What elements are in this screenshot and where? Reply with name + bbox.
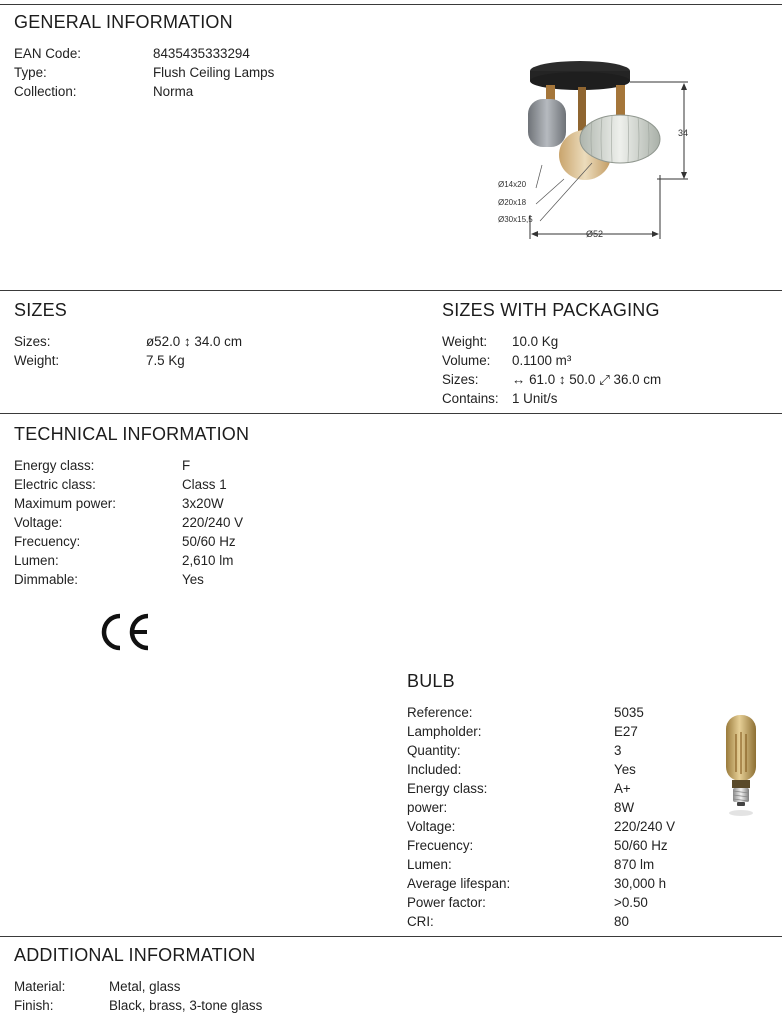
field-value: 8435435333294 [153, 46, 250, 61]
arrow-head [681, 83, 687, 90]
table-row [407, 741, 707, 760]
table-row [407, 855, 707, 874]
table-row [407, 893, 707, 912]
field-label: Weight: [442, 334, 488, 349]
field-label: Contains: [442, 391, 499, 406]
field-label: Average lifespan: [407, 876, 511, 891]
field-label: Sizes: [14, 334, 51, 349]
table-row [442, 389, 762, 408]
arrow-head [681, 172, 687, 179]
table-row [14, 44, 314, 63]
field-value: 220/240 V [614, 819, 676, 834]
width-label: Ø52 [586, 229, 604, 239]
field-value: 8W [614, 800, 635, 815]
bulb-neck [732, 780, 750, 788]
field-label: EAN Code: [14, 46, 81, 61]
divider-top [0, 4, 782, 5]
table-row [14, 475, 334, 494]
table-row [14, 63, 314, 82]
field-label: CRI: [407, 914, 434, 929]
field-value: Black, brass, 3-tone glass [109, 998, 263, 1013]
field-value: Flush Ceiling Lamps [153, 65, 275, 80]
field-value: 30,000 h [614, 876, 667, 891]
technical-table [14, 456, 334, 589]
field-label: Sizes: [442, 372, 479, 387]
table-row [14, 570, 334, 589]
field-value: >0.50 [614, 895, 648, 910]
brass-rod [578, 87, 586, 131]
table-row [14, 551, 334, 570]
field-value: Yes [182, 572, 204, 587]
height-label: 34 [678, 128, 689, 138]
divider-technical [0, 413, 782, 414]
field-value: ø52.0 ↕ 34.0 cm [146, 334, 243, 349]
field-label: Collection: [14, 84, 77, 99]
field-value: 1 Unit/s [512, 391, 558, 406]
field-label: Electric class: [14, 477, 96, 492]
field-label: Weight: [14, 353, 60, 368]
field-value: 7.5 Kg [146, 353, 185, 368]
arrow-head [652, 231, 659, 237]
field-label: Quantity: [407, 743, 461, 758]
field-value: 220/240 V [182, 515, 244, 530]
field-label: Frecuency: [14, 534, 81, 549]
packaging-title: SIZES WITH PACKAGING [442, 300, 660, 320]
table-row [407, 874, 707, 893]
smoke-glass-shade [528, 99, 566, 147]
table-row [14, 494, 334, 513]
field-label: Type: [14, 65, 47, 80]
bulb-title: BULB [407, 671, 455, 691]
table-row [14, 351, 314, 370]
additional-table [14, 977, 414, 1015]
general-title: GENERAL INFORMATION [14, 12, 233, 32]
field-label: Material: [14, 979, 66, 994]
divider-sizes [0, 290, 782, 291]
field-label: Included: [407, 762, 462, 777]
field-label: Voltage: [14, 515, 63, 530]
field-value: 5035 [614, 705, 644, 720]
table-row [14, 532, 334, 551]
bulb-table [407, 703, 707, 931]
table-row [14, 513, 334, 532]
arrow-head [531, 231, 538, 237]
table-row [407, 912, 707, 931]
field-value: 2,610 lm [182, 553, 234, 568]
table-row [407, 703, 707, 722]
bulb-image [718, 712, 764, 820]
additional-title: ADDITIONAL INFORMATION [14, 945, 256, 965]
table-row [407, 836, 707, 855]
field-label: Frecuency: [407, 838, 474, 853]
field-label: Voltage: [407, 819, 456, 834]
field-label: Lumen: [407, 857, 452, 872]
sizes-table [14, 332, 314, 370]
bulb-reflection [729, 810, 753, 816]
field-label: Dimmable: [14, 572, 78, 587]
field-value: 50/60 Hz [182, 534, 236, 549]
field-value: 3x20W [182, 496, 224, 511]
field-label: Lampholder: [407, 724, 482, 739]
field-value: 50/60 Hz [614, 838, 668, 853]
table-row [407, 817, 707, 836]
packaging-table [442, 332, 762, 408]
field-label: Finish: [14, 998, 54, 1013]
table-row [407, 798, 707, 817]
table-row [14, 977, 414, 996]
field-label: power: [407, 800, 448, 815]
sizes-title: SIZES [14, 300, 68, 320]
field-label: Power factor: [407, 895, 486, 910]
table-row [407, 779, 707, 798]
ce-mark-icon [96, 610, 154, 654]
field-label: Energy class: [407, 781, 488, 796]
field-value: ↔ 61.0 ↕ 50.0 ⤢ 36.0 cm [512, 372, 662, 387]
table-row [442, 370, 762, 389]
table-row [442, 332, 762, 351]
field-value: 80 [614, 914, 629, 929]
field-value: A+ [614, 781, 631, 796]
field-value: Yes [614, 762, 636, 777]
table-row [14, 332, 314, 351]
general-table [14, 44, 314, 101]
field-label: Lumen: [14, 553, 59, 568]
field-label: Maximum power: [14, 496, 116, 511]
table-row [14, 996, 414, 1015]
field-value: 10.0 Kg [512, 334, 559, 349]
product-dimension-drawing [492, 55, 692, 245]
field-label: Energy class: [14, 458, 95, 473]
shade-label: Ø30x15,5 [498, 215, 533, 224]
field-value: 870 lm [614, 857, 655, 872]
brass-rod [546, 85, 555, 101]
field-label: Volume: [442, 353, 491, 368]
table-row [407, 722, 707, 741]
table-row [14, 82, 314, 101]
table-row [442, 351, 762, 370]
field-value: E27 [614, 724, 638, 739]
shade-label: Ø14x20 [498, 180, 527, 189]
field-value: Norma [153, 84, 194, 99]
bulb-contact [737, 802, 745, 806]
technical-title: TECHNICAL INFORMATION [14, 424, 250, 444]
divider-additional [0, 936, 782, 937]
field-value: 3 [614, 743, 622, 758]
table-row [14, 456, 334, 475]
table-row [407, 760, 707, 779]
field-value: 0.1100 m³ [512, 353, 572, 368]
field-value: F [182, 458, 191, 473]
field-label: Reference: [407, 705, 473, 720]
shade-label: Ø20x18 [498, 198, 527, 207]
field-value: Metal, glass [109, 979, 181, 994]
field-value: Class 1 [182, 477, 227, 492]
